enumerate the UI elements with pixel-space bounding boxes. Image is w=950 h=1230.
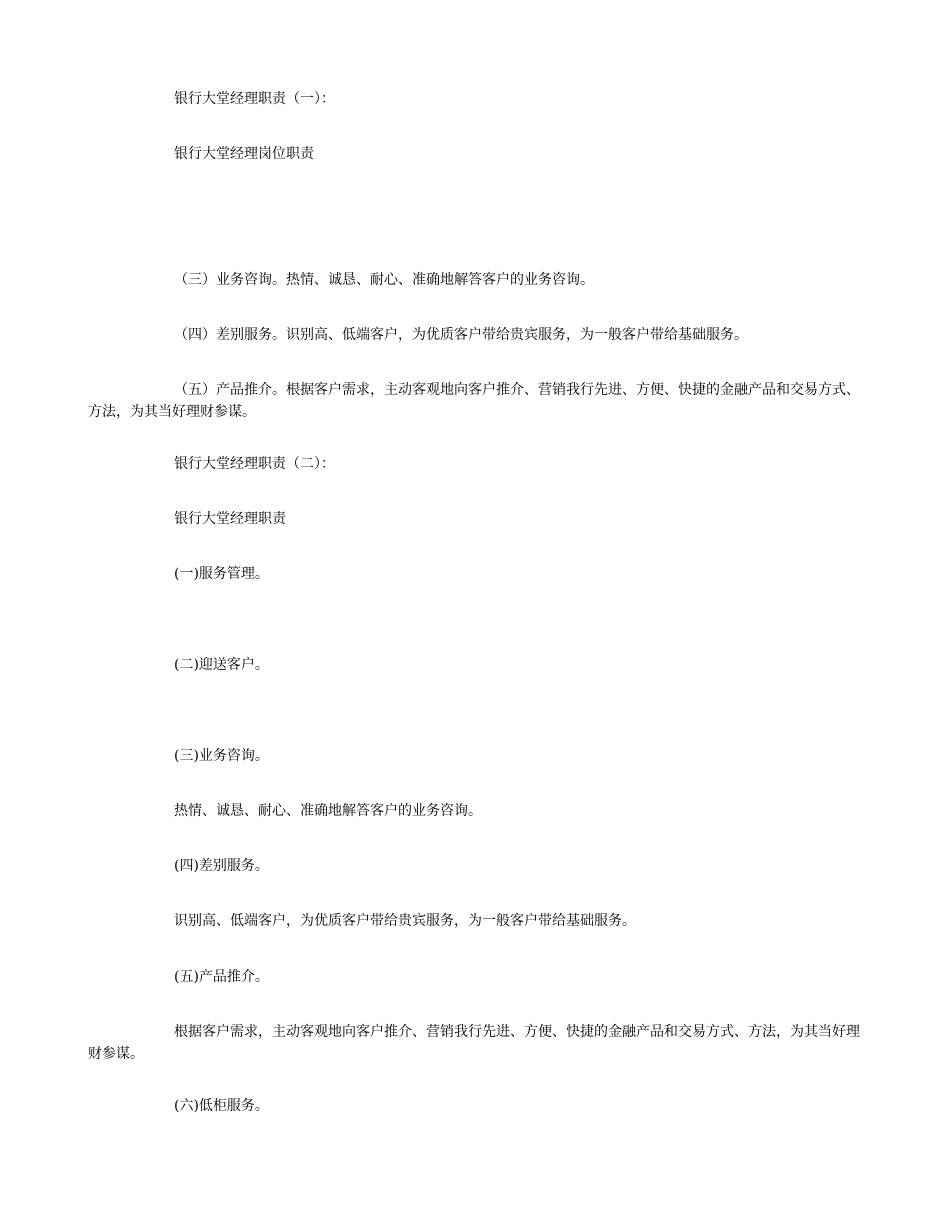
paragraph-differentiated-service: （四）差别服务。识别高、低端客户，为优质客户带给贵宾服务，为一般客户带给基础服务。 <box>174 327 748 343</box>
text-product-promotion: 根据客户需求，主动客观地向客户推介、营销我行先进、方便、快捷的金融产品和交易方式、方法，为其当好理财参谋。 <box>88 1024 860 1062</box>
paragraph-consulting: （三）业务咨询。热情、诚恳、耐心、准确地解答客户的业务咨询。 <box>174 272 594 288</box>
heading-duties-1: 银行大堂经理职责（一）： <box>174 91 335 107</box>
item-differentiated-service: (四)差别服务。 <box>174 858 269 874</box>
subheading-duties: 银行大堂经理职责 <box>174 511 286 527</box>
item-business-consulting: (三)业务咨询。 <box>174 748 269 764</box>
item-service-management: (一)服务管理。 <box>174 566 269 582</box>
item-low-counter-service: (六)低柜服务。 <box>174 1098 269 1114</box>
text-differentiated-service: 识别高、低端客户，为优质客户带给贵宾服务，为一般客户带给基础服务。 <box>174 913 636 929</box>
subheading-post-duties: 银行大堂经理岗位职责 <box>174 146 314 162</box>
paragraph-product-promotion: （五）产品推介。根据客户需求，主动客观地向客户推介、营销我行先进、方便、快捷的金融产品和交易方式、方法，为其当好理财参谋。 <box>88 382 860 420</box>
item-product-promotion: (五)产品推介。 <box>174 969 269 985</box>
heading-duties-2: 银行大堂经理职责（二）： <box>174 456 335 472</box>
item-greeting-customers: (二)迎送客户。 <box>174 657 269 673</box>
text-business-consulting: 热情、诚恳、耐心、准确地解答客户的业务咨询。 <box>174 803 482 819</box>
